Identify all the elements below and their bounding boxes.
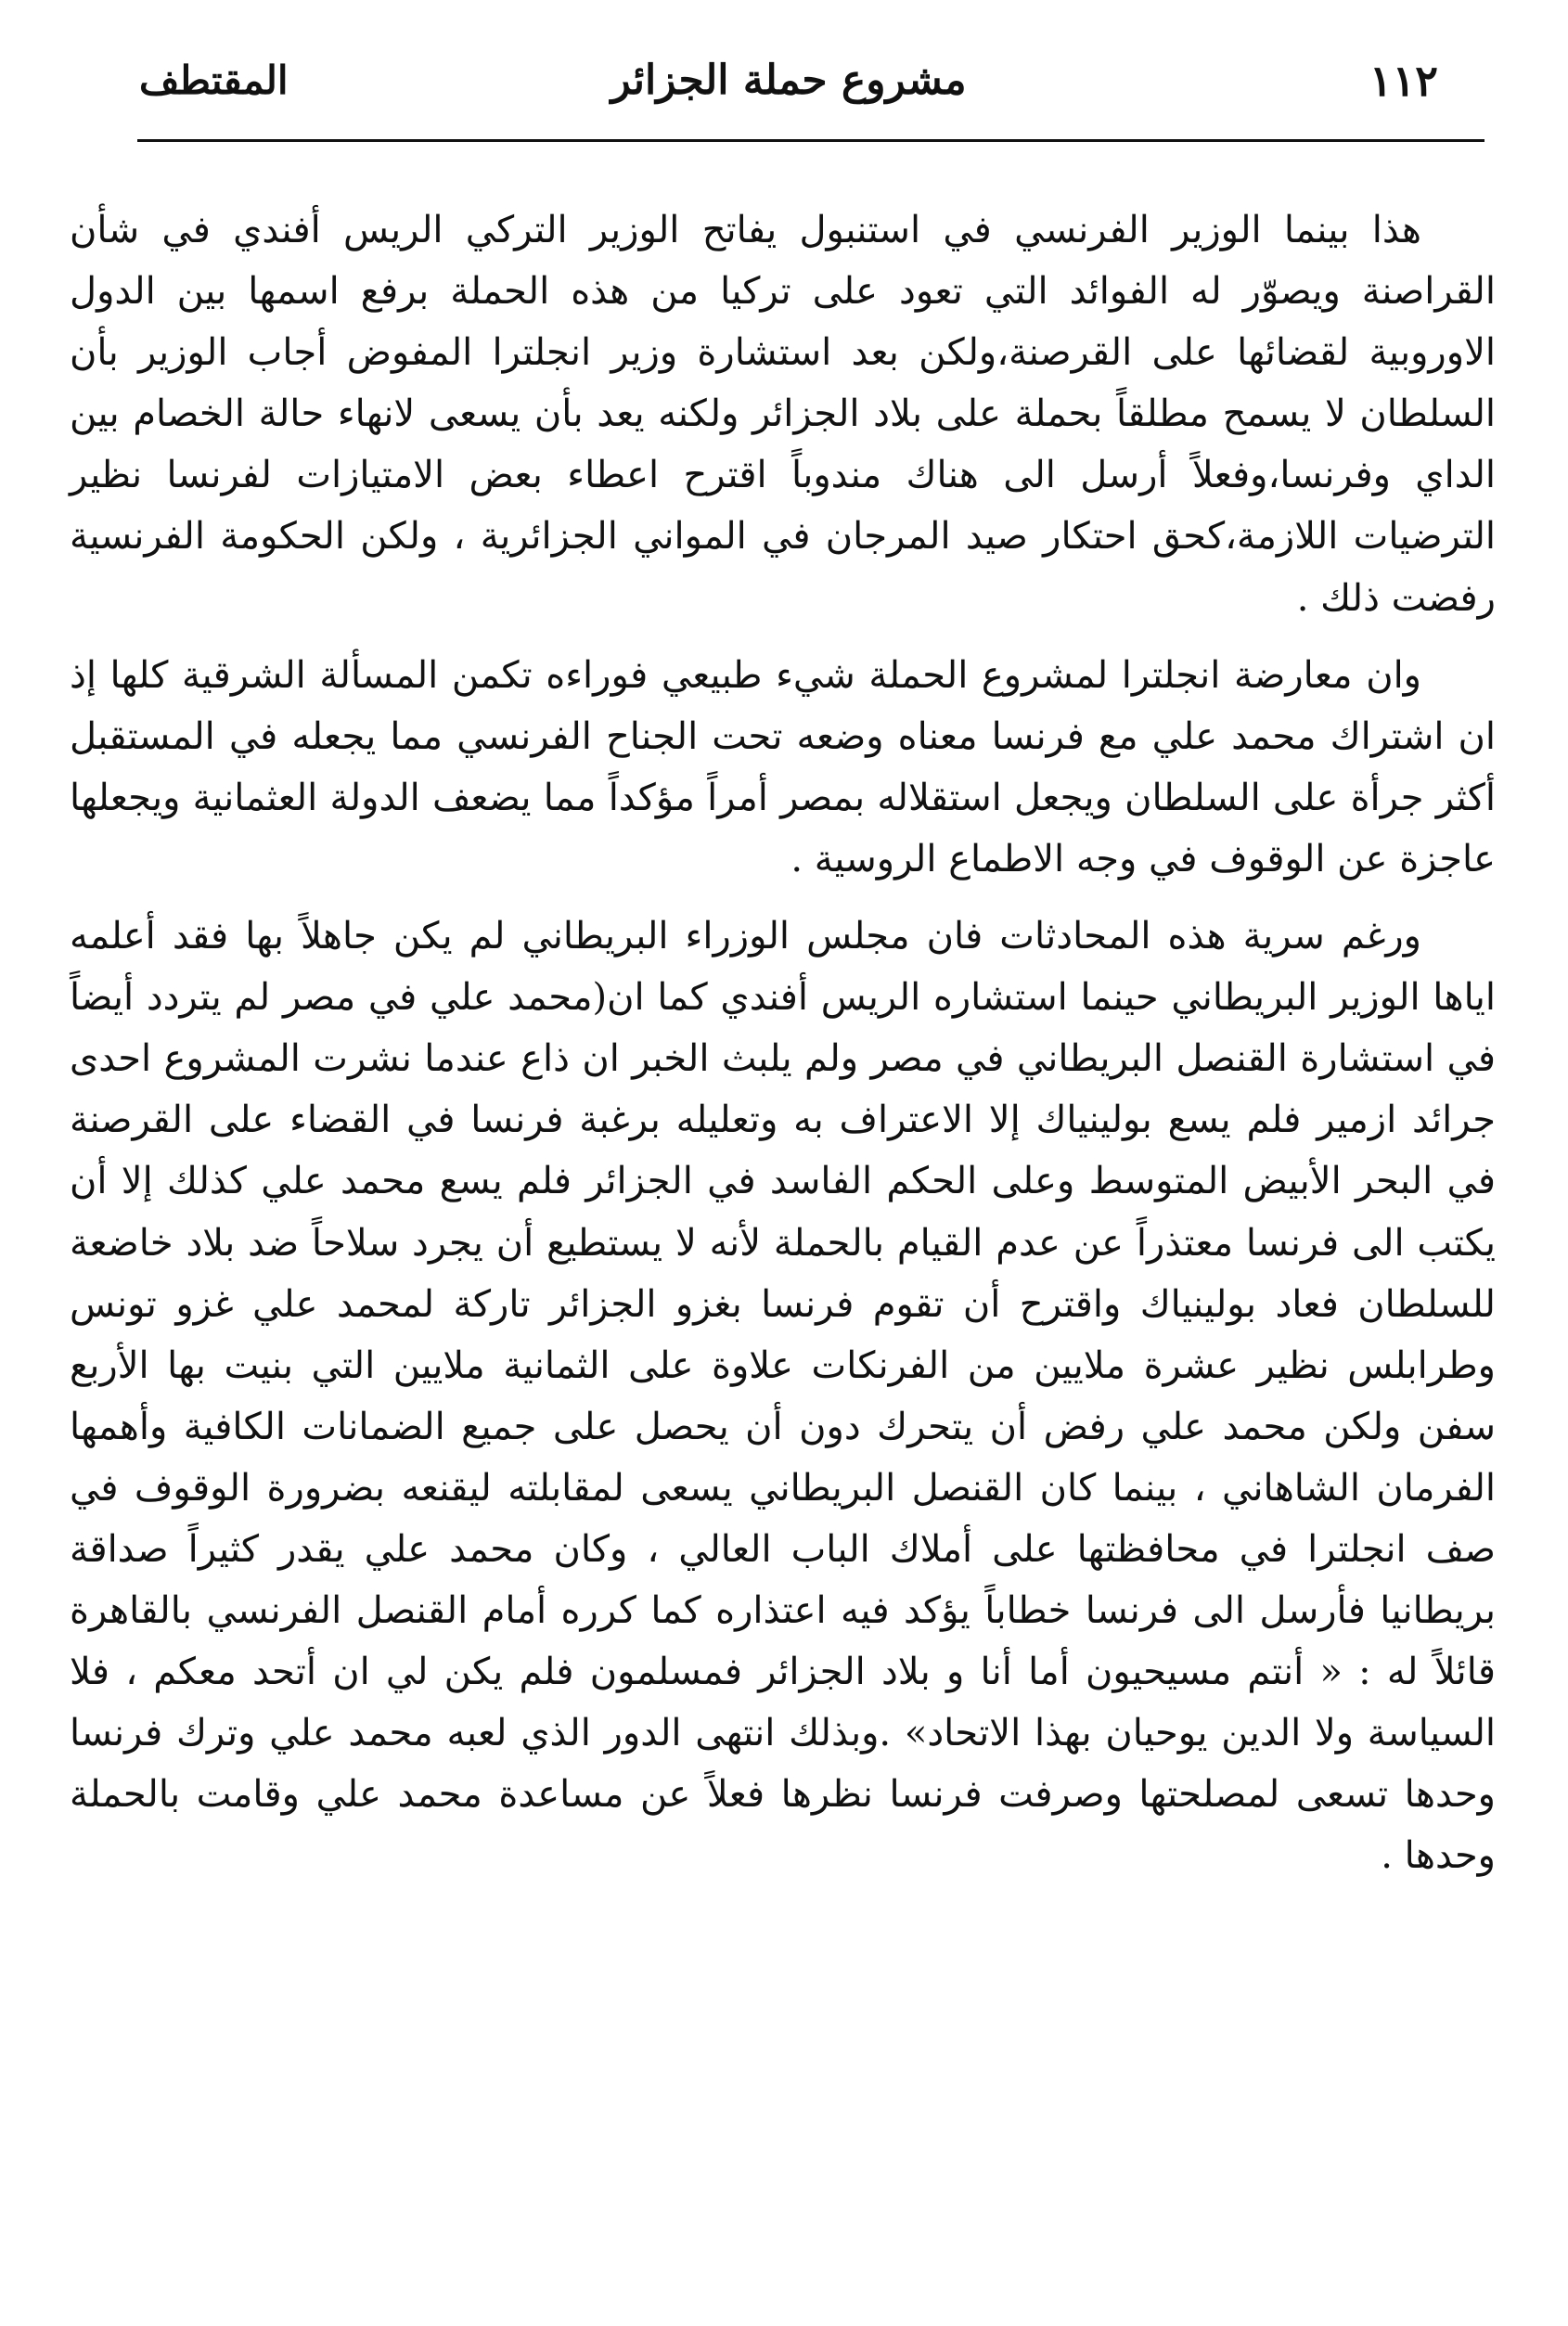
- journal-name: المقتطف: [139, 58, 289, 103]
- paragraph-1: هذا بينما الوزير الفرنسي في استنبول يفاتح الوزير التركي الريس أفندي في شأن القراصنة ويصوّر له الفوائد التي تعود على تركيا من هذه الحملة برفع اسمها بين الدول الاوروبية لقضائها على القرصنة،ولكن بعد استشارة وزير انجلترا المفوض أجاب الوزير بأن السلطان لا يسمح مطلقاً بحملة على بلاد الجزائر ولكنه يعد بأن يسعى لانهاء حالة الخصام بين الداي وفرنسا،وفعلاً أرسل الى هناك مندوباً اقترح اعطاء بعض الامتيازات لفرنسا نظير الترضيات اللازمة،كحق احتكار صيد المرجان في المواني الجزائرية ، ولكن الحكومة الفرنسية رفضت ذلك .: [70, 209, 1497, 620]
- page-number: ١١٢: [1369, 56, 1438, 106]
- running-title: مشروع حملة الجزائر: [610, 57, 967, 104]
- paragraph-3: ورغم سرية هذه المحادثات فان مجلس الوزراء البريطاني لم يكن جاهلاً بها فقد أعلمه اياها الوزير البريطاني حينما استشاره الريس أفندي كما ان(محمد علي في مصر لم يتردد أيضاً في استشارة القنصل البريطاني في مصر ولم يلبث الخبر ان ذاع عندما نشرت المشروع احدى جرائد ازمير فلم يسع بولينياك إلا الاعتراف به وتعليله برغبة فرنسا في القضاء على القرصنة في البحر الأبيض المتوسط وعلى الحكم الفاسد في الجزائر فلم يسع محمد علي كذلك إلا أن يكتب الى فرنسا معتذراً عن عدم القيام بالحملة لأنه لا يستطيع أن يجرد سلاحاً ضد بلاد خاضعة للسلطان فعاد بولينياك واقترح أن تقوم فرنسا بغزو الجزائر تاركة لمحمد علي غزو تونس وطرابلس نظير عشرة ملايين من الفرنكات علاوة على الثمانية ملايين التي بنيت بها الأربع سفن ولكن محمد علي رفض أن يتحرك دون أن يحصل على جميع الضمانات الكافية وأهمها الفرمان الشاهاني ، بينما كان القنصل البريطاني يسعى لمقابلته ليقنعه بضرورة الوقوف في صف انجلترا في محافظتها على أملاك الباب العالي ، وكان محمد علي يقدر كثيراً صداقة بريطانيا فأرسل الى فرنسا خطاباً يؤكد فيه اعتذاره كما كرره أمام القنصل الفرنسي بالقاهرة قائلاً له : « أنتم مسيحيون أما أنا و بلاد الجزائر فمسلمون فلم يكن لي ان أتحد معكم ، فلا السياسة ولا الدين يوحيان بهذا الاتحاد» .وبذلك انتهى الدور الذي لعبه محمد علي وترك فرنسا وحدها تسعى لمصلحتها وصرفت فرنسا نظرها فعلاً عن مساعدة محمد علي وقامت بالحملة وحدها .: [70, 915, 1497, 1878]
- paragraph-2: وان معارضة انجلترا لمشروع الحملة شيء طبيعي فوراءه تكمن المسألة الشرقية كلها إذ ان اشتراك محمد علي مع فرنسا معناه وضعه تحت الجناح الفرنسي مما يجعله في المستقبل أكثر جرأة على السلطان ويجعل استقلاله بمصر أمراً مؤكداً مما يضعف الدولة العثمانية ويجعلها عاجزة عن الوقوف في وجه الاطماع الروسية .: [70, 653, 1496, 880]
- header-divider: [137, 139, 1484, 142]
- body-text: [70, 199, 1496, 1903]
- running-header: [139, 48, 1438, 113]
